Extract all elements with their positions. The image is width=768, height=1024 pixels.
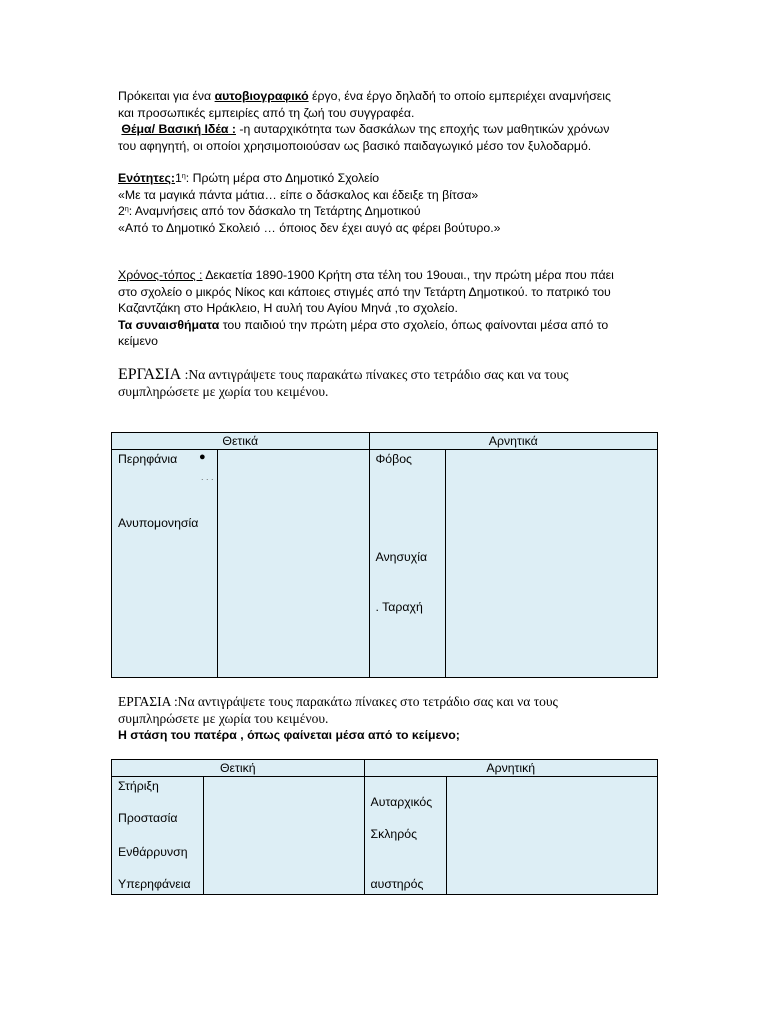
intro-line-1: [118, 88, 658, 105]
time-place-label: Χρόνος-τόπος :: [118, 268, 203, 282]
negative-answer-cell[interactable]: [447, 777, 658, 895]
unit-2-number: 2: [118, 204, 125, 218]
task-2: [118, 693, 658, 744]
positive-labels-cell: [112, 777, 204, 895]
father-question: Η στάση του πατέρα , όπως φαίνεται μέσα από το κείμενο;: [118, 728, 460, 742]
feelings-line: [118, 317, 658, 334]
time-place-line-1: [118, 267, 658, 284]
pride-label: Περηφάνια: [118, 452, 178, 466]
father-attitude-table: [111, 759, 658, 895]
feelings-table-header: [112, 433, 658, 450]
encouragement-label: Ενθάρρυνση: [118, 845, 188, 859]
intro-line-2: και προσωπικές εμπειρίες από τη ζωή του συγγραφέα.: [118, 105, 415, 120]
fear-label: Φόβος: [375, 452, 412, 466]
unit-2-quote: «Από το Δημοτικό Σκολειό … όποιος δεν έχει αυγό ας φέρει βούτυρο.»: [118, 220, 501, 235]
theme-line-2: του αφηγητή, οι οποίοι χρησιμοποιούσαν ως βασικό παιδαγωγικό μέσο τον ξυλοδαρμό.: [118, 138, 592, 153]
task-1-line-2: συμπληρώσετε με χωρία του κειμένου.: [118, 384, 329, 399]
authoritarian-label: Αυταρχικός: [370, 795, 433, 809]
theme-label: Θέμα/ Βασική Ιδέα :: [121, 122, 236, 136]
father-table-header: [112, 760, 658, 777]
unit-2-title: : Αναμνήσεις από τον δάσκαλο τη Τετάρτης Δημοτικού: [128, 204, 421, 218]
unit-2-sup: η: [124, 206, 129, 213]
time-place-line-3: Καζαντζάκη στο Ηράκλειο, Η αυλή του Αγίου Μηνά ,το σχολείο.: [118, 301, 458, 315]
time-place-text: Δεκαετία 1890-1900 Κρήτη στα τέλη του 19ουαι., την πρώτη μέρα που πάει: [202, 268, 614, 282]
task-1: [118, 366, 658, 400]
negative-header: Αρνητική: [364, 760, 657, 777]
time-place-section: [118, 267, 658, 350]
autobiographical-term: αυτοβιογραφικό: [214, 89, 309, 103]
intro-paragraph: [118, 88, 658, 154]
feelings-table: [111, 432, 658, 678]
feelings-line-2: κείμενο: [118, 334, 158, 348]
positive-labels-cell: [112, 450, 218, 678]
intro-text: Πρόκειται για ένα: [118, 89, 215, 103]
positive-header: Θετικά: [112, 433, 370, 450]
positive-header: Θετική: [112, 760, 365, 777]
task-1-text: :Να αντιγράψετε τους παρακάτω πίνακες στο τετράδιο σας και να τους: [181, 367, 569, 382]
unit-1-sup: η: [181, 173, 186, 180]
impatience-label: Ανυπομονησία: [118, 516, 199, 530]
strict-label: αυστηρός: [370, 877, 424, 891]
feelings-table-row: [112, 450, 658, 678]
units-section: [118, 170, 658, 236]
father-table-row: [112, 777, 658, 895]
units-label: Ενότητες:: [118, 171, 176, 185]
feelings-text: του παιδιού την πρώτη μέρα στο σχολείο, όπως φαίνονται μέσα από το: [219, 317, 609, 332]
protection-label: Προστασία: [118, 811, 178, 825]
unit-1-line: [118, 170, 658, 187]
task-1-line-1: [118, 366, 658, 383]
theme-line: [118, 121, 658, 138]
harsh-label: Σκληρός: [370, 827, 418, 841]
turmoil-label: . Ταραχή: [375, 600, 423, 614]
time-place-line-2: στο σχολείο ο μικρός Νίκος και κάποιες στιγμές από την Τετάρτη Δημοτικού. το πατρικό του: [118, 284, 611, 299]
intro-text: έργο, ένα έργο δηλαδή το οποίο εμπεριέχει αναμνήσεις: [308, 89, 611, 103]
pride-label: Υπερηφάνεια: [118, 877, 191, 891]
positive-answer-cell[interactable]: [203, 777, 364, 895]
task-2-line-1: ΕΡΓΑΣΙΑ :Να αντιγράψετε τους παρακάτω πίνακες στο τετράδιο σας και να τους: [118, 694, 558, 709]
unit-1-quote: «Με τα μαγικά πάντα μάτια… είπε ο δάσκαλος και έδειξε τη βίτσα»: [118, 187, 479, 202]
unit-2-line: [118, 203, 658, 220]
task-2-line-2: συμπληρώσετε με χωρία του κειμένου.: [118, 711, 329, 726]
task-1-label: ΕΡΓΑΣΙΑ: [118, 366, 182, 383]
negative-labels-cell: [364, 777, 447, 895]
theme-text: -η αυταρχικότητα των δασκάλων της εποχής των μαθητικών χρόνων: [236, 122, 610, 136]
unit-1-number: 1: [175, 171, 182, 185]
support-label: Στήριξη: [118, 779, 159, 793]
negative-answer-cell[interactable]: [446, 450, 658, 678]
ellipsis-marker: . . .: [201, 472, 214, 482]
feelings-label: Τα συναισθήματα: [118, 317, 220, 332]
negative-labels-cell: [369, 450, 446, 678]
unit-1-title: : Πρώτη μέρα στο Δημοτικό Σχολείο: [185, 171, 380, 185]
anxiety-label: Ανησυχία: [375, 550, 428, 564]
bullet-icon: ●: [199, 451, 206, 463]
negative-header: Αρνητικά: [369, 433, 658, 450]
positive-answer-cell[interactable]: [217, 450, 369, 678]
